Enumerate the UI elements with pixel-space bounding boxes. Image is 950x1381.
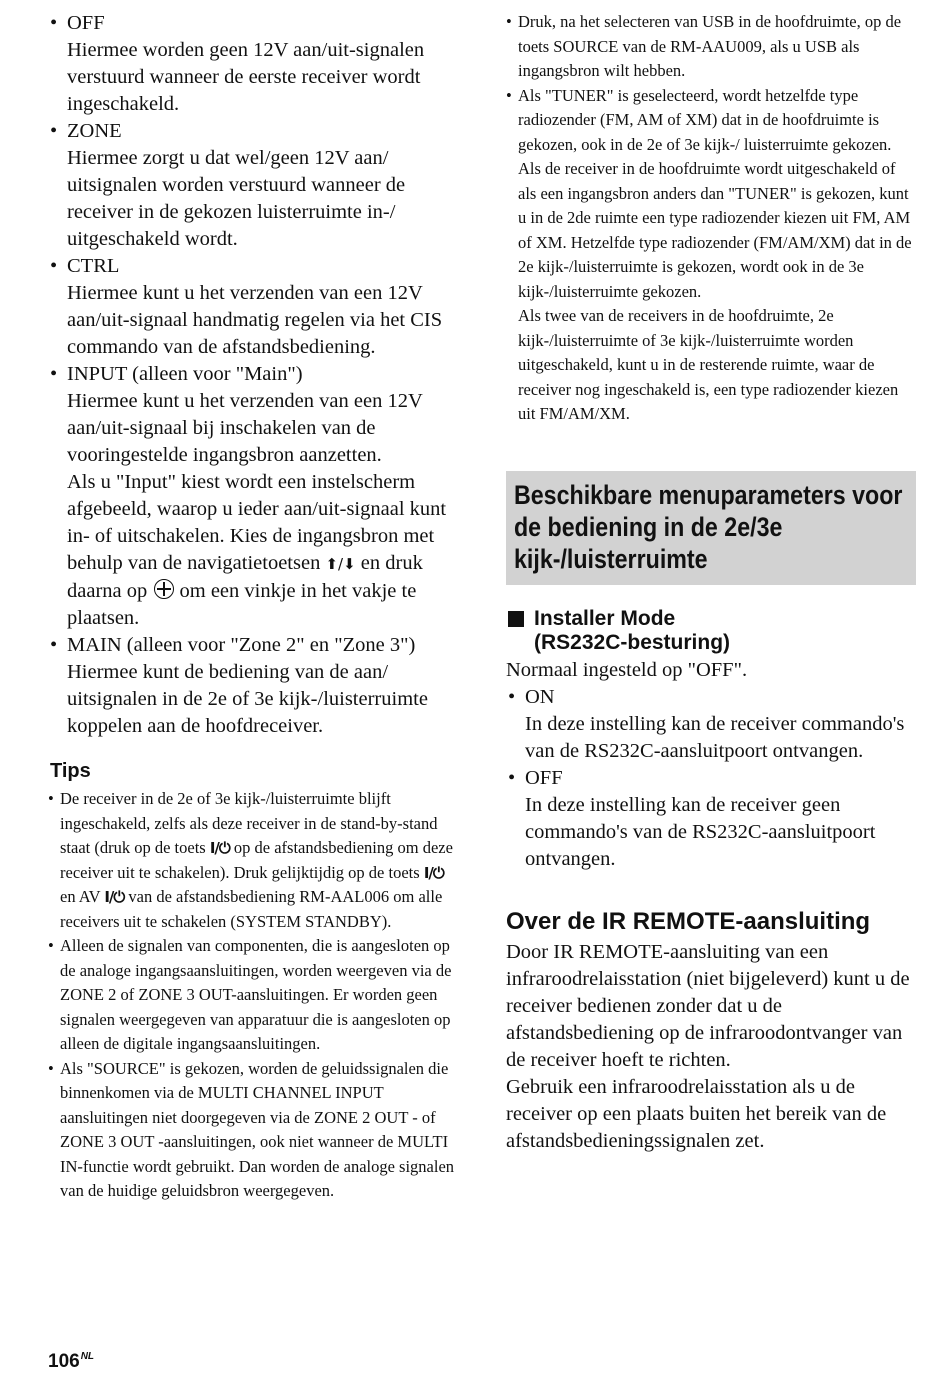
list-item (48, 361, 458, 632)
tip-item: • Als "SOURCE" is gekozen, worden de geluidssignalen die binnenkomen via de MULTI CHANNEL INPUT aansluitingen niet doorgegeven via de ZONE 2 OUT - of ZONE 3 OUT -aansluitingen, ook niet wanneer de MULTI IN-functie wordt gebruikt. Dan worden de analoge signalen van de huidige geluidsbron weergegeven. (48, 1057, 458, 1204)
option-name: • INPUT (alleen voor "Main") (67, 363, 303, 385)
option-description: Hiermee kunt u het verzenden van een 12V aan/uit-signaal bij inschakelen van de vooringestelde ingangsbron aanzetten. (67, 390, 423, 466)
list-item (506, 684, 916, 765)
arrow-up-down-icon: ⬆/⬇ (325, 555, 356, 573)
option-name: • OFF (525, 766, 563, 789)
option-description: In deze instelling kan de receiver commando's van de RS232C-aansluitpoort ontvangen. (525, 712, 905, 762)
option-description: In deze instelling kan de receiver geen commando's van de RS232C-aansluitpoort ontvangen. (525, 793, 876, 870)
tips-list (48, 787, 458, 1204)
option-name: • CTRL (67, 255, 120, 277)
ir-remote-heading: Over de IR REMOTE-aansluiting (506, 907, 871, 935)
ir-remote-paragraph: Door IR REMOTE-aansluiting van een infraroodrelaisstation (niet bijgeleverd) kunt u de receiver bedienen zonder dat u de afstandsbediening op de infraroodontvanger van de receiver hoeft te richten. (506, 940, 910, 1071)
option-description: Hiermee kunt de bediening van de aan/ uitsignalen in de 2e of 3e kijk-/luisterruimte koppelen aan de hoofdreceiver. (67, 661, 428, 737)
list-item (48, 632, 458, 740)
square-bullet-icon (508, 611, 524, 627)
option-name: • MAIN (alleen voor "Zone 2" en "Zone 3") (67, 634, 416, 656)
option-description: Hiermee kunt u het verzenden van een 12V aan/uit-signaal handmatig regelen via het CIS commando van de afstandsbediening. (67, 282, 443, 358)
option-description-extra: Als u "Input" kiest wordt een instelscherm afgebeeld, waarop u ieder aan/uit-signaal kunt in- of uitschakelen. Kies de ingangsbron met behulp van de navigatietoetsen ⬆/⬇ en druk daarna op om een vinkje in het vakje te plaatsen. (67, 471, 447, 629)
tips-list-continued (506, 10, 916, 427)
tip-item: • Als "TUNER" is geselecteerd, wordt hetzelfde type radiozender (FM, AM of XM) dat in de hoofdruimte is gekozen, ook in de 2e of 3e kijk-/ luisterruimte gekozen. Als de receiver in de hoofdruimte wordt uitgeschakeld of als een ingangsbron anders dan "TUNER" is gekozen, kunt u in de 2de ruimte een type radiozender kiezen uit FM, AM of XM. Hetzelfde type radiozender (FM/AM/XM) dat in de 2e kijk-/luisterruimte is gekozen, wordt ook in de 3e kijk-/luisterruimte gekozen. Als twee van de receivers in de hoofdruimte, 2e kijk-/luisterruimte of 3e kijk-/luisterruimte worden uitgeschakeld, kunt u in de resterende ruimte, waar de receiver nog ingeschakeld is, een type radiozender kiezen uit FM/AM/XM. (506, 84, 916, 427)
power-icon: I/⏻ (104, 888, 125, 906)
option-name: • ON (525, 685, 555, 708)
installer-option-list (506, 684, 916, 873)
option-list (48, 10, 458, 740)
option-description: Hiermee worden geen 12V aan/uit-signalen verstuurd wanneer de eerste receiver wordt ingeschakeld. (67, 39, 425, 115)
list-item (48, 253, 458, 361)
list-item (48, 118, 458, 253)
list-item (506, 765, 916, 873)
page-number: $106^{NL}$ (48, 1351, 95, 1372)
enter-button-icon (154, 579, 174, 599)
right-column (506, 10, 916, 1155)
section-header (506, 471, 916, 585)
option-description: Hiermee zorgt u dat wel/geen 12V aan/ uitsignalen worden verstuurd wanneer de receiver in de gekozen luisterruimte in-/ uitgeschakeld wordt. (67, 147, 406, 250)
option-name: • OFF (67, 12, 105, 34)
tip-item: • De receiver in de 2e of 3e kijk-/luisterruimte blijft ingeschakeld, zelfs als deze receiver in de stand-by-stand staat (druk op de toets I/⏻ op de afstandsbediening om deze receiver uit te schakelen). Druk gelijktijdig op de toets I/⏻ en AV I/⏻ van de afstandsbediening RM-AAL006 om alle receivers uit te schakelen (SYSTEM STANDBY). (48, 787, 458, 934)
tip-item: • Druk, na het selecteren van USB in de hoofdruimte, op de toets SOURCE van de RM-AAU009, als u USB als ingangsbron wilt hebben. (506, 10, 916, 84)
tips-heading: Tips (50, 760, 91, 782)
section-title: Beschikbare menuparameters voor de bediening in de 2e/3e kijk-/luisterruimte (514, 479, 903, 574)
list-item (48, 10, 458, 118)
left-column (48, 10, 458, 1204)
power-icon: I/⏻ (209, 839, 230, 857)
power-icon: I/⏻ (423, 863, 444, 882)
ir-remote-paragraph: Gebruik een infraroodrelaisstation als u de receiver op een plaats buiten het bereik van de afstandsbedieningssignalen zet. (506, 1075, 887, 1152)
installer-mode-heading: Installer Mode (RS232C-besturing) (506, 607, 916, 655)
option-name: • ZONE (67, 120, 122, 142)
tip-item: • Alleen de signalen van componenten, die is aangesloten op de analoge ingangsaansluitingen, worden weergeven via de ZONE 2 of ZONE 3 OUT-aansluitingen. Er worden geen signalen weergegeven van apparatuur die is aangesloten op alleen de digitale ingangsaansluitingen. (48, 934, 458, 1057)
default-setting: Normaal ingesteld op "OFF". (506, 658, 748, 681)
